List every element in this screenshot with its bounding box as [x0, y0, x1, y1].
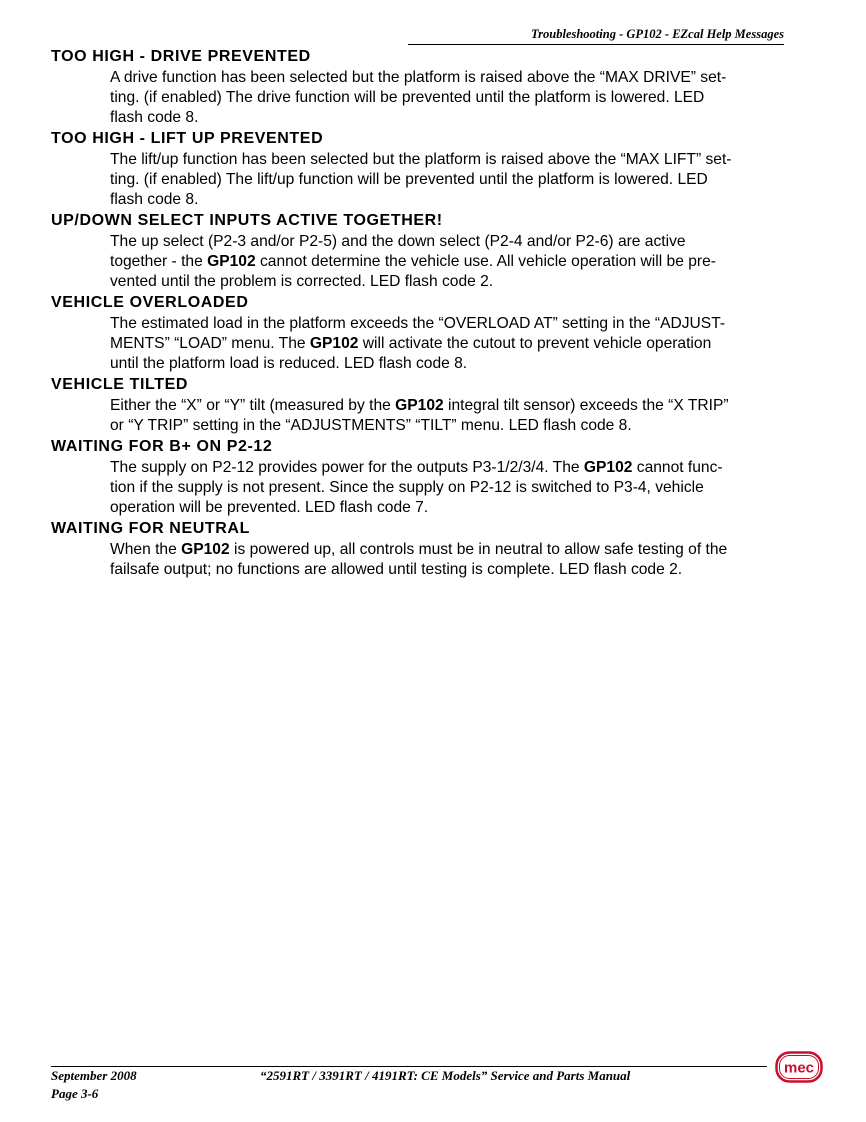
- footer-rule: [51, 1066, 767, 1067]
- description-line: together - the GP102 cannot determine the vehicle use. All vehicle operation will be pre-: [110, 253, 716, 270]
- description-line: operation will be prevented. LED flash code 7.: [110, 499, 429, 516]
- description-line: failsafe output; no functions are allowed until testing is complete. LED flash code 2.: [110, 561, 683, 578]
- entry-title: WAITING FOR NEUTRAL: [51, 520, 250, 537]
- entry-description: [110, 150, 786, 210]
- description-line: The estimated load in the platform exceeds the “OVERLOAD AT” setting in the “ADJUST-: [110, 315, 726, 332]
- running-header: Troubleshooting - GP102 - EZcal Help Messages: [530, 27, 784, 41]
- product-name: GP102: [395, 397, 444, 414]
- help-entry: [51, 293, 786, 374]
- footer-date: September 2008: [51, 1068, 137, 1083]
- entry-title: VEHICLE OVERLOADED: [51, 294, 249, 311]
- help-entry: [51, 519, 786, 580]
- description-line: The supply on P2-12 provides power for the outputs P3-1/2/3/4. The GP102 cannot func-: [110, 459, 723, 476]
- description-line: The lift/up function has been selected but the platform is raised above the “MAX LIFT” set-: [110, 151, 732, 168]
- footer-manual-title: “2591RT / 3391RT / 4191RT: CE Models” Service and Parts Manual: [260, 1068, 631, 1083]
- description-line: When the GP102 is powered up, all controls must be in neutral to allow safe testing of the: [110, 541, 728, 558]
- product-name: GP102: [309, 335, 359, 352]
- entry-description: [110, 396, 786, 436]
- entry-description: [110, 232, 786, 292]
- help-entry: [51, 375, 786, 436]
- description-line: The up select (P2-3 and/or P2-5) and the down select (P2-4 and/or P2-6) are active: [110, 233, 686, 250]
- entry-title: TOO HIGH - LIFT UP PREVENTED: [51, 130, 324, 147]
- help-entry: [51, 211, 786, 292]
- entry-description: [110, 458, 786, 518]
- product-name: GP102: [181, 541, 230, 558]
- help-entry: [51, 129, 786, 210]
- description-line: A drive function has been selected but the platform is raised above the “MAX DRIVE” set-: [110, 69, 727, 86]
- entry-title: WAITING FOR B+ ON P2-12: [51, 438, 273, 455]
- entry-title: VEHICLE TILTED: [51, 376, 188, 393]
- description-line: ting. (if enabled) The drive function will be prevented until the platform is lowered. LED: [110, 89, 705, 106]
- header-rule: [408, 44, 784, 45]
- description-line: vented until the problem is corrected. LED flash code 2.: [110, 273, 494, 290]
- description-line: Either the “X” or “Y” tilt (measured by the GP102 integral tilt sensor) exceeds the “X TRIP”: [110, 397, 729, 414]
- help-entry: [51, 47, 786, 128]
- mec-logo-text: mec: [783, 1059, 815, 1077]
- description-line: flash code 8.: [110, 109, 199, 126]
- entry-description: [110, 540, 786, 580]
- product-name: GP102: [207, 253, 256, 270]
- description-line: until the platform load is reduced. LED flash code 8.: [110, 355, 468, 372]
- description-line: MENTS” “LOAD” menu. The GP102 will activate the cutout to prevent vehicle operation: [110, 335, 712, 352]
- entry-title: UP/DOWN SELECT INPUTS ACTIVE TOGETHER!: [51, 212, 443, 229]
- help-entry: [51, 437, 786, 518]
- product-name: GP102: [583, 459, 633, 476]
- description-line: or “Y TRIP” setting in the “ADJUSTMENTS” “TILT” menu. LED flash code 8.: [110, 417, 632, 434]
- description-line: flash code 8.: [110, 191, 199, 208]
- entry-description: [110, 68, 786, 128]
- entry-title: TOO HIGH - DRIVE PREVENTED: [51, 48, 311, 65]
- mec-logo: [775, 1051, 823, 1083]
- footer-page-number: Page 3-6: [51, 1086, 99, 1101]
- help-messages-list: [51, 46, 786, 580]
- description-line: ting. (if enabled) The lift/up function will be prevented until the platform is lowered. LED: [110, 171, 708, 188]
- entry-description: [110, 314, 786, 374]
- description-line: tion if the supply is not present. Since the supply on P2-12 is switched to P3-4, vehicle: [110, 479, 704, 496]
